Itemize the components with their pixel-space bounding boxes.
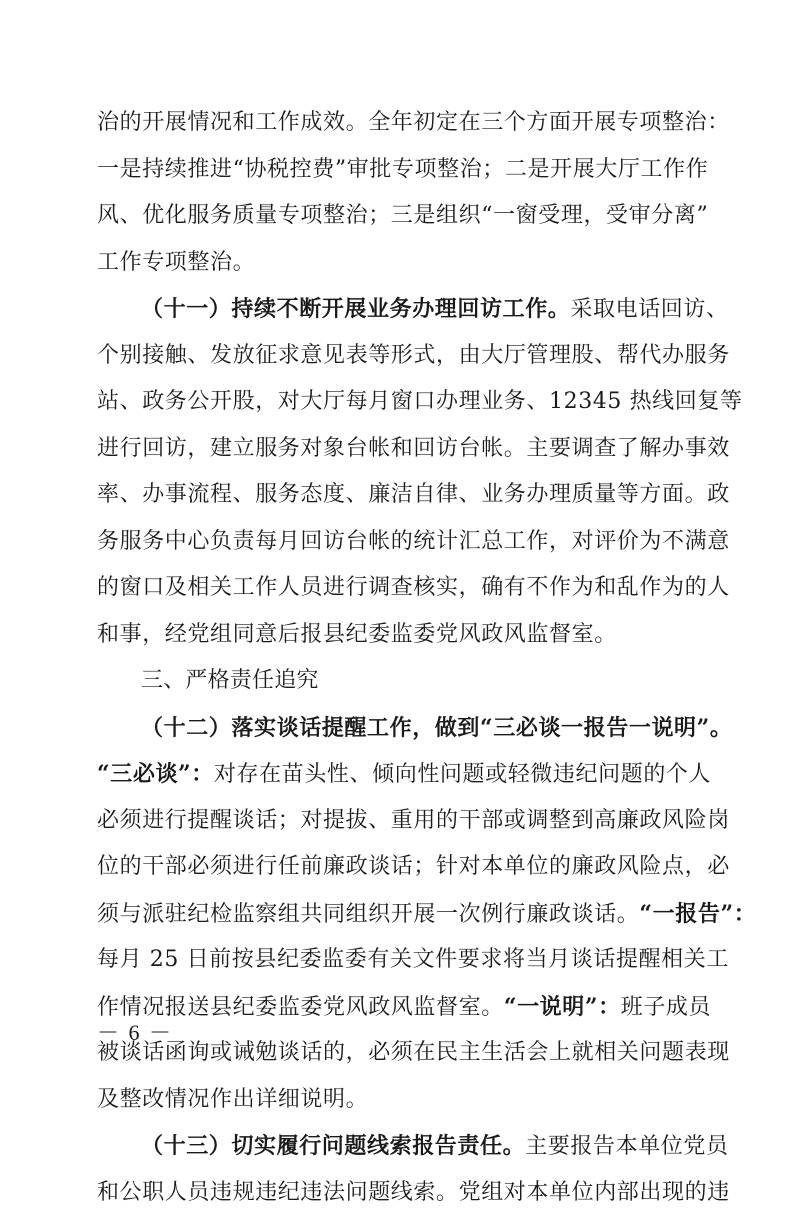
text-segment: 作情况报送县纪委监委党风政风监督室。 [97, 995, 504, 1020]
bold-text-segment: “一说明”： [504, 994, 621, 1020]
text-segment: 对存在苗头性、倾向性问题或轻微违纪问题的个人 [214, 762, 711, 787]
text-line [97, 937, 697, 984]
section-heading [97, 658, 697, 705]
paragraph-start-line [97, 286, 697, 333]
document-body [97, 100, 697, 1216]
text-segment: 每月 25 日前按县纪委监委有关文件要求将当月谈话提醒相关工 [97, 947, 729, 972]
text-segment: 须与派驻纪检监察组共同组织开展一次例行廉政谈话。 [97, 902, 639, 927]
text-line [97, 193, 697, 240]
bold-text-segment: “三必谈”： [97, 761, 214, 787]
text-segment: 三、严格责任追究 [141, 668, 319, 693]
text-segment: 和公职人员违规违纪违法问题线索。党组对本单位内部出现的违 [97, 1180, 730, 1205]
text-segment: 必须进行提醒谈话；对提拔、重用的干部或调整到高廉政风险岗 [97, 808, 730, 833]
paragraph-start-line [97, 705, 697, 752]
text-segment: 一是持续推进“协税控费”审批专项整治；二是开展大厅工作作 [97, 157, 708, 182]
text-line [97, 1030, 697, 1077]
text-line [97, 751, 697, 798]
text-line [97, 472, 697, 519]
text-segment: 工作专项整治。 [97, 250, 255, 275]
text-line [97, 984, 697, 1031]
text-segment: 被谈话函询或诫勉谈话的，必须在民主生活会上就相关问题表现 [97, 1040, 730, 1065]
text-segment: 风、优化服务质量专项整治；三是组织“一窗受理，受审分离” [97, 203, 708, 228]
text-line [97, 426, 697, 473]
text-line [97, 1077, 697, 1124]
text-line [97, 379, 697, 426]
bold-text-segment: （十二）落实谈话提醒工作，做到“三必谈一报告一说明”。 [141, 715, 733, 741]
bold-text-segment: （十三）切实履行问题线索报告责任。 [141, 1133, 525, 1159]
text-segment: 的窗口及相关工作人员进行调查核实，确有不作为和乱作为的人 [97, 575, 730, 600]
text-line [97, 519, 697, 566]
text-segment: 站、政务公开股，对大厅每月窗口办理业务、12345 热线回复等 [97, 389, 743, 414]
text-segment: 采取电话回访、 [570, 297, 728, 322]
page-number: － 6 － [97, 1016, 173, 1047]
text-segment: 进行回访，建立服务对象台帐和回访台帐。主要调查了解办事效 [97, 436, 730, 461]
text-line [97, 240, 697, 287]
text-line [97, 612, 697, 659]
text-line [97, 333, 697, 380]
text-line [97, 798, 697, 845]
text-line [97, 147, 697, 194]
text-line [97, 100, 697, 147]
text-segment: 主要报告本单位党员 [525, 1134, 728, 1159]
text-segment: 位的干部必须进行任前廉政谈话；针对本单位的廉政风险点，必 [97, 854, 730, 879]
bold-text-segment: “一报告”： [639, 901, 756, 927]
text-line [97, 1170, 697, 1216]
text-line [97, 891, 697, 938]
text-segment: 班子成员 [621, 995, 711, 1020]
text-segment: 和事，经党组同意后报县纪委监委党风政风监督室。 [97, 622, 617, 647]
bold-text-segment: （十一）持续不断开展业务办理回访工作。 [141, 296, 570, 322]
text-segment: 及整改情况作出详细说明。 [97, 1087, 368, 1112]
text-segment: 治的开展情况和工作成效。全年初定在三个方面开展专项整治： [97, 110, 730, 135]
text-segment: 率、办事流程、服务态度、廉洁自律、业务办理质量等方面。政 [97, 482, 730, 507]
text-line [97, 565, 697, 612]
text-segment: 个别接触、发放征求意见表等形式，由大厅管理股、帮代办服务 [97, 343, 730, 368]
paragraph-start-line [97, 1123, 697, 1170]
text-line [97, 844, 697, 891]
text-segment: 务服务中心负责每月回访台帐的统计汇总工作，对评价为不满意 [97, 529, 730, 554]
